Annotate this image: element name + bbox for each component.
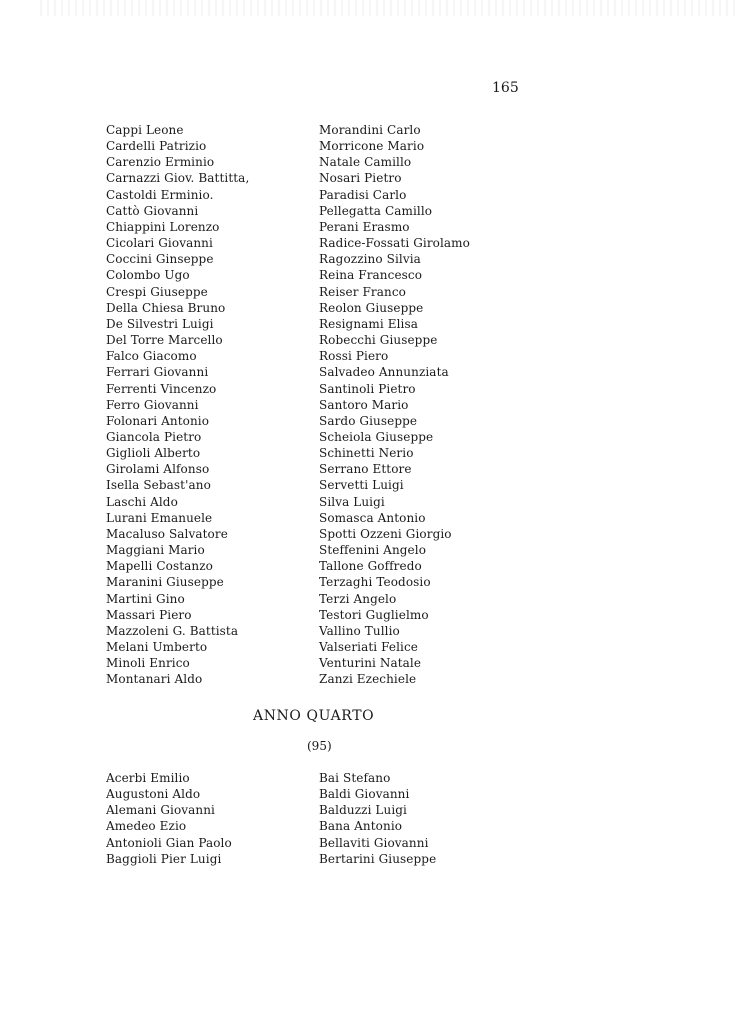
list-item: Terzaghi Teodosio bbox=[319, 575, 431, 590]
list-item: Melani Umberto bbox=[106, 640, 208, 654]
list-item: Laschi Aldo bbox=[106, 494, 178, 509]
list-item: Pellegatta Camillo bbox=[319, 203, 433, 218]
section-name-list-left bbox=[106, 770, 232, 867]
list-item: Baldi Giovanni bbox=[319, 787, 410, 802]
list-item: Spotti Ozzeni Giorgio bbox=[319, 526, 452, 541]
list-item: Cattò Giovanni bbox=[106, 203, 199, 218]
list-item: Mapelli Costanzo bbox=[106, 559, 213, 574]
list-item: Robecchi Giuseppe bbox=[319, 333, 438, 348]
list-item: Serrano Ettore bbox=[319, 462, 412, 477]
list-item: Testori Guglielmo bbox=[319, 607, 429, 622]
list-item: Chiappini Lorenzo bbox=[106, 219, 220, 234]
section-heading: ANNO QUARTO bbox=[253, 708, 375, 724]
list-item: Carnazzi Giov. Battitta, bbox=[106, 171, 250, 186]
name-list-left bbox=[106, 122, 249, 687]
list-item: Massari Piero bbox=[106, 607, 192, 622]
list-item: Nosari Pietro bbox=[319, 171, 402, 186]
list-item: Valseriati Felice bbox=[319, 640, 418, 654]
list-item: Giglioli Alberto bbox=[106, 446, 201, 461]
list-item: Macaluso Salvatore bbox=[106, 526, 228, 541]
list-item: Reina Francesco bbox=[319, 268, 423, 283]
list-item: Baggioli Pier Luigi bbox=[106, 851, 222, 866]
list-item: Antonioli Gian Paolo bbox=[106, 835, 232, 850]
list-item: Radice-Fossati Girolamo bbox=[319, 236, 470, 251]
list-item: Reolon Giuseppe bbox=[319, 300, 424, 315]
section-name-list-right bbox=[319, 770, 436, 867]
list-item: Colombo Ugo bbox=[106, 268, 190, 283]
list-item: Cappi Leone bbox=[106, 123, 184, 137]
list-item: Schinetti Nerio bbox=[319, 446, 414, 461]
list-item: Montanari Aldo bbox=[106, 672, 203, 687]
list-item: Santoro Mario bbox=[319, 397, 409, 412]
list-item: Girolami Alfonso bbox=[106, 462, 210, 477]
list-item: Isella Sebast'ano bbox=[106, 478, 211, 493]
list-item: Morricone Mario bbox=[319, 139, 425, 154]
list-item: Resignami Elisa bbox=[319, 316, 418, 331]
list-item: Santinoli Pietro bbox=[319, 381, 416, 396]
list-item: Salvadeo Annunziata bbox=[319, 365, 449, 380]
list-item: Della Chiesa Bruno bbox=[106, 300, 226, 315]
list-item: Amedeo Ezio bbox=[106, 819, 187, 834]
list-item: Coccini Ginseppe bbox=[106, 252, 214, 267]
list-item: Silva Luigi bbox=[319, 494, 385, 509]
list-item: Perani Erasmo bbox=[319, 219, 410, 234]
list-item: Ragozzino Silvia bbox=[319, 252, 421, 267]
list-item: Bana Antonio bbox=[319, 819, 403, 834]
list-item: Zanzi Ezechiele bbox=[319, 672, 417, 687]
list-item: Sardo Giuseppe bbox=[319, 413, 418, 428]
list-item: Falco Giacomo bbox=[106, 349, 197, 364]
list-item: Bellaviti Giovanni bbox=[319, 835, 429, 850]
list-item: Maranini Giuseppe bbox=[106, 575, 224, 590]
list-item: Ferrari Giovanni bbox=[106, 365, 209, 380]
section-count: (95) bbox=[307, 739, 332, 753]
list-item: Reiser Franco bbox=[319, 284, 406, 299]
list-item: Tallone Goffredo bbox=[319, 559, 422, 574]
list-item: Crespi Giuseppe bbox=[106, 284, 208, 299]
list-item: Cardelli Patrizio bbox=[106, 139, 207, 154]
list-item: De Silvestri Luigi bbox=[106, 316, 214, 331]
list-item: Del Torre Marcello bbox=[106, 333, 223, 348]
list-item: Martini Gino bbox=[106, 591, 185, 606]
list-item: Paradisi Carlo bbox=[319, 187, 407, 202]
list-item: Alemani Giovanni bbox=[106, 803, 215, 818]
list-item: Acerbi Emilio bbox=[106, 771, 190, 785]
name-list-right bbox=[319, 122, 470, 687]
list-item: Vallino Tullio bbox=[319, 623, 400, 638]
list-item: Carenzio Erminio bbox=[106, 155, 215, 170]
list-item: Scheiola Giuseppe bbox=[319, 429, 434, 444]
list-item: Servetti Luigi bbox=[319, 478, 404, 493]
list-item: Maggiani Mario bbox=[106, 543, 205, 558]
list-item: Rossi Piero bbox=[319, 349, 389, 364]
list-item: Cicolari Giovanni bbox=[106, 236, 213, 251]
list-item: Ferro Giovanni bbox=[106, 397, 199, 412]
list-item: Ferrenti Vincenzo bbox=[106, 381, 217, 396]
list-item: Minoli Enrico bbox=[106, 656, 190, 671]
list-item: Bai Stefano bbox=[319, 771, 391, 785]
list-item: Somasca Antonio bbox=[319, 510, 426, 525]
scan-edge-noise bbox=[40, 0, 740, 16]
list-item: Bertarini Giuseppe bbox=[319, 851, 437, 866]
list-item: Balduzzi Luigi bbox=[319, 803, 407, 818]
list-item: Steffenini Angelo bbox=[319, 543, 427, 558]
list-item: Castoldi Erminio. bbox=[106, 187, 214, 202]
list-item: Morandini Carlo bbox=[319, 123, 421, 137]
list-item: Terzi Angelo bbox=[319, 591, 397, 606]
list-item: Mazzoleni G. Battista bbox=[106, 623, 239, 638]
list-item: Venturini Natale bbox=[319, 656, 422, 671]
list-item: Lurani Emanuele bbox=[106, 510, 213, 525]
list-item: Natale Camillo bbox=[319, 155, 412, 170]
page-number: 165 bbox=[492, 80, 519, 96]
list-item: Folonari Antonio bbox=[106, 413, 210, 428]
list-item: Augustoni Aldo bbox=[106, 787, 201, 802]
list-item: Giancola Pietro bbox=[106, 429, 202, 444]
